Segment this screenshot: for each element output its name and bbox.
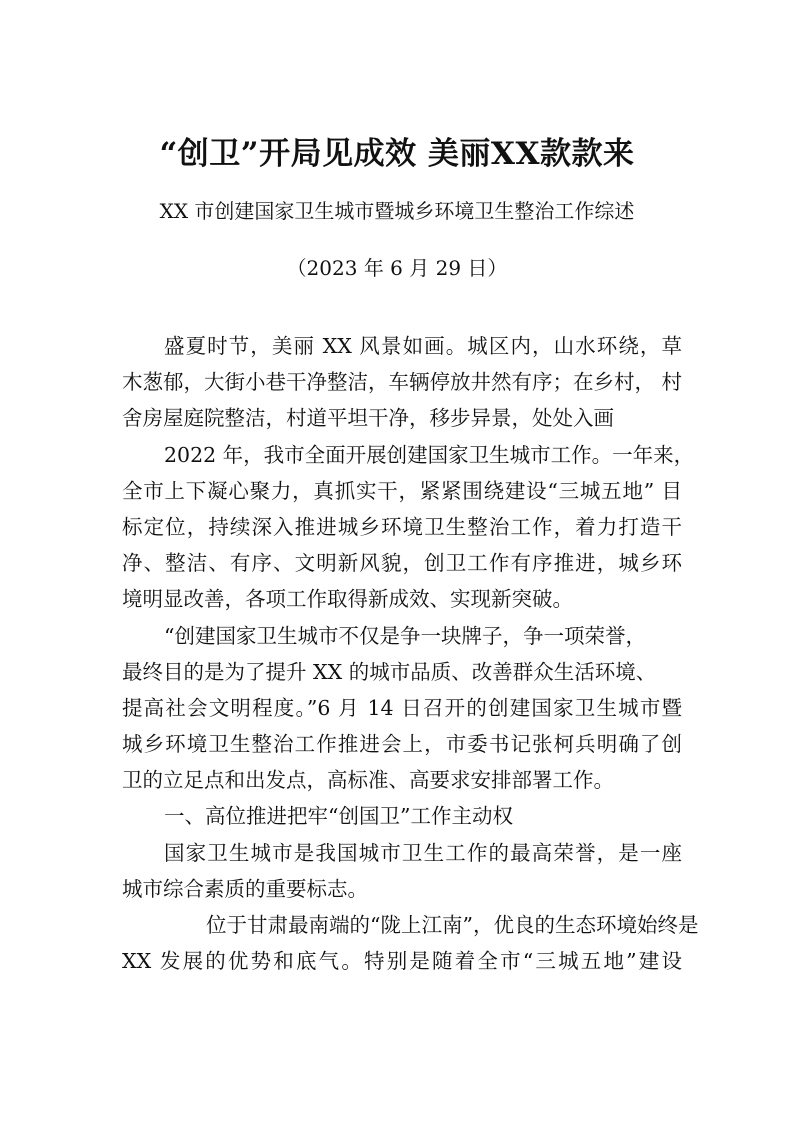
body-line: 提高社会文明程度。”6 月 14 日召开的创建国家卫生城市暨 (122, 695, 682, 720)
body-line: 城市综合素质的重要标志。 (122, 876, 368, 901)
body-line: 全市上下凝心聚力，真抓实干，紧紧围绕建设“三城五地” 目 (122, 478, 682, 503)
section-heading: 一、高位推进把牢“创国卫”工作主动权 (164, 804, 513, 829)
document-date: （2023 年 6 月 29 日） (286, 256, 508, 280)
body-line: “创建国家卫生城市不仅是争一块牌子，争一项荣誉， (164, 623, 646, 648)
body-line: 舍房屋庭院整洁，村道平坦干净，移步异景，处处入画 (122, 406, 614, 431)
body-line: 国家卫生城市是我国城市卫生工作的最高荣誉，是一座 (164, 840, 682, 865)
body-line: 标定位，持续深入推进城乡环境卫生整治工作，着力打造干 (122, 514, 682, 539)
body-line: 净、整洁、有序、文明新风貌，创卫工作有序推进，城乡环 (122, 551, 682, 576)
document-title: “创卫”开局见成效 美丽XX款款来 (159, 136, 635, 172)
body-line: 盛夏时节，美丽 XX 风景如画。城区内，山水环绕，草 (164, 334, 682, 358)
body-line: 境明显改善，各项工作取得新成效、实现新突破。 (122, 587, 573, 612)
body-line: 位于甘肃最南端的“陇上江南”，优良的生态环境始终是 (206, 913, 699, 937)
body-line: 卫的立足点和出发点，高标准、高要求安排部署工作。 (122, 768, 614, 793)
body-line: XX 发展的优势和底气。特别是随着全市“三城五地”建设 (122, 949, 682, 974)
body-line: 木葱郁，大街小巷干净整洁，车辆停放井然有序；在乡村， 村 (122, 370, 683, 395)
body-line: 2022 年，我市全面开展创建国家卫生城市工作。一年来， (164, 442, 695, 467)
body-line: 城乡环境卫生整治工作推进会上，市委书记张柯兵明确了创 (122, 732, 682, 757)
document-subtitle: XX 市创建国家卫生城市暨城乡环境卫生整治工作综述 (159, 199, 635, 223)
body-text (122, 328, 699, 979)
body-line: 最终目的是为了提升 XX 的城市品质、改善群众生活环境、 (122, 659, 657, 684)
